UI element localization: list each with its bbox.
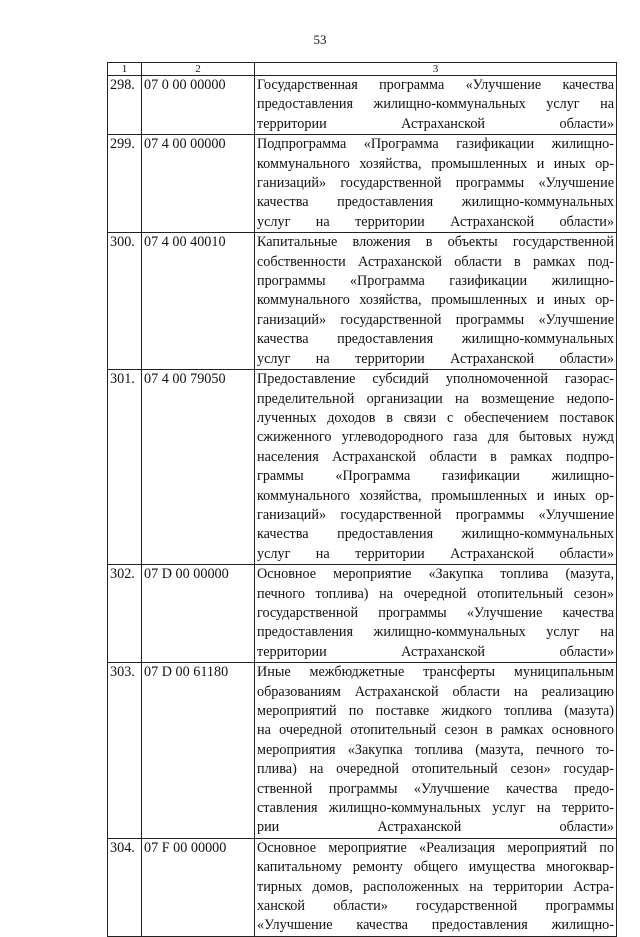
table-row (108, 565, 617, 663)
description-line: Иные межбюджетные трансферты муниципальным (257, 664, 614, 681)
budget-classification-table (107, 62, 617, 937)
header-col-2: 2 (142, 63, 255, 76)
description-line: пределительной организации на возмещение недопо- (257, 390, 614, 407)
row-number: 298. (108, 76, 142, 135)
description-line: граммы «Программа газификации жилищно- (257, 468, 614, 485)
row-number: 299. (108, 135, 142, 233)
description-line: тирных домов, расположенных на территории Астра- (257, 878, 614, 895)
classification-code: 07 D 00 61180 (142, 663, 255, 839)
description-line: ганизаций» государственной программы «Улучшение (257, 506, 614, 523)
classification-code: 07 0 00 00000 (142, 76, 255, 135)
item-description (255, 663, 617, 839)
table-row (108, 76, 617, 135)
item-description (255, 233, 617, 370)
item-description (255, 370, 617, 565)
row-number: 300. (108, 233, 142, 370)
description-line: Основное мероприятие «Закупка топлива (мазута, (257, 566, 614, 583)
description-line: собственности Астраханской области в рамках под- (257, 253, 614, 270)
description-line: предоставления жилищно-коммунальных услуг на (257, 96, 614, 113)
description-line: рии Астраханской области» (257, 819, 614, 836)
description-line: коммунального хозяйства, промышленных и иных ор- (257, 487, 614, 504)
classification-code: 07 4 00 79050 (142, 370, 255, 565)
description-line: мероприятий по поставке жидкого топлива (мазута) (257, 703, 614, 719)
description-line: территории Астраханской области» (257, 643, 614, 660)
table-row (108, 233, 617, 370)
description-line: плива) на очередной отопительный сезон» государ- (257, 761, 614, 778)
description-line: «Улучшение качества предоставления жилищно- (257, 917, 614, 934)
table-header (108, 63, 617, 76)
description-line: Основное мероприятие «Реализация мероприятий по (257, 839, 614, 856)
item-description (255, 76, 617, 135)
row-number: 303. (108, 663, 142, 839)
classification-code: 07 F 00 00000 (142, 838, 255, 936)
description-line: мероприятия «Закупка топлива (мазута, печного то- (257, 741, 614, 758)
description-line: услуг на территории Астраханской области» (257, 213, 614, 230)
header-row (108, 63, 617, 76)
description-line: населения Астраханской области в рамках подпро- (257, 448, 614, 465)
item-description (255, 565, 617, 663)
description-line: услуг на территории Астраханской области» (257, 350, 614, 367)
table-body (108, 76, 617, 937)
description-line: ганизаций» государственной программы «Улучшение (257, 311, 614, 328)
description-line: капитальному ремонту общего имущества многоквар- (257, 859, 614, 876)
header-col-3: 3 (255, 63, 617, 76)
description-line: предоставления жилищно-коммунальных услуг на (257, 624, 614, 641)
table-row (108, 370, 617, 565)
classification-code: 07 D 00 00000 (142, 565, 255, 663)
classification-code: 07 4 00 40010 (142, 233, 255, 370)
description-line: лученных доходов в связи с обеспечением поставок (257, 409, 614, 426)
description-line: коммунального хозяйства, промышленных и иных ор- (257, 292, 614, 309)
description-line: ственной программы «Улучшение качества предо- (257, 780, 614, 797)
description-line: Предоставление субсидий уполномоченной газорас- (257, 371, 614, 388)
item-description (255, 135, 617, 233)
page-number: 53 (313, 32, 327, 47)
classification-code: 07 4 00 00000 (142, 135, 255, 233)
description-line: на очередной отопительный сезон в рамках основного (257, 722, 614, 739)
table-row (108, 135, 617, 233)
description-line: государственной программы «Улучшение качества (257, 604, 614, 621)
row-number: 302. (108, 565, 142, 663)
description-line: Государственная программа «Улучшение качества (257, 77, 614, 93)
table-row (108, 663, 617, 839)
item-description (255, 838, 617, 936)
description-line: качества предоставления жилищно-коммунальных (257, 331, 614, 348)
description-line: сжиженного углеводородного газа для бытовых нужд (257, 429, 614, 446)
table-row (108, 838, 617, 936)
row-number: 304. (108, 838, 142, 936)
header-col-1: 1 (108, 63, 142, 76)
description-line: качества предоставления жилищно-коммунальных (257, 526, 614, 543)
description-line: качества предоставления жилищно-коммунальных (257, 194, 614, 211)
row-number: 301. (108, 370, 142, 565)
description-line: Подпрограмма «Программа газификации жилищно- (257, 136, 614, 153)
description-line: коммунального хозяйства, промышленных и иных ор- (257, 155, 614, 172)
description-line: Капитальные вложения в объекты государственной (257, 234, 614, 251)
description-line: ханской области» государственной программы (257, 898, 614, 915)
description-line: образованиям Астраханской области на реализацию (257, 683, 614, 700)
description-line: ганизаций» государственной программы «Улучшение (257, 175, 614, 192)
description-line: программы «Программа газификации жилищно- (257, 273, 614, 290)
description-line: печного топлива) на очередной отопительный сезон» (257, 585, 614, 602)
description-line: территории Астраханской области» (257, 115, 614, 132)
description-line: ставления жилищно-коммунальных услуг на террито- (257, 800, 614, 817)
description-line: услуг на территории Астраханской области» (257, 545, 614, 562)
